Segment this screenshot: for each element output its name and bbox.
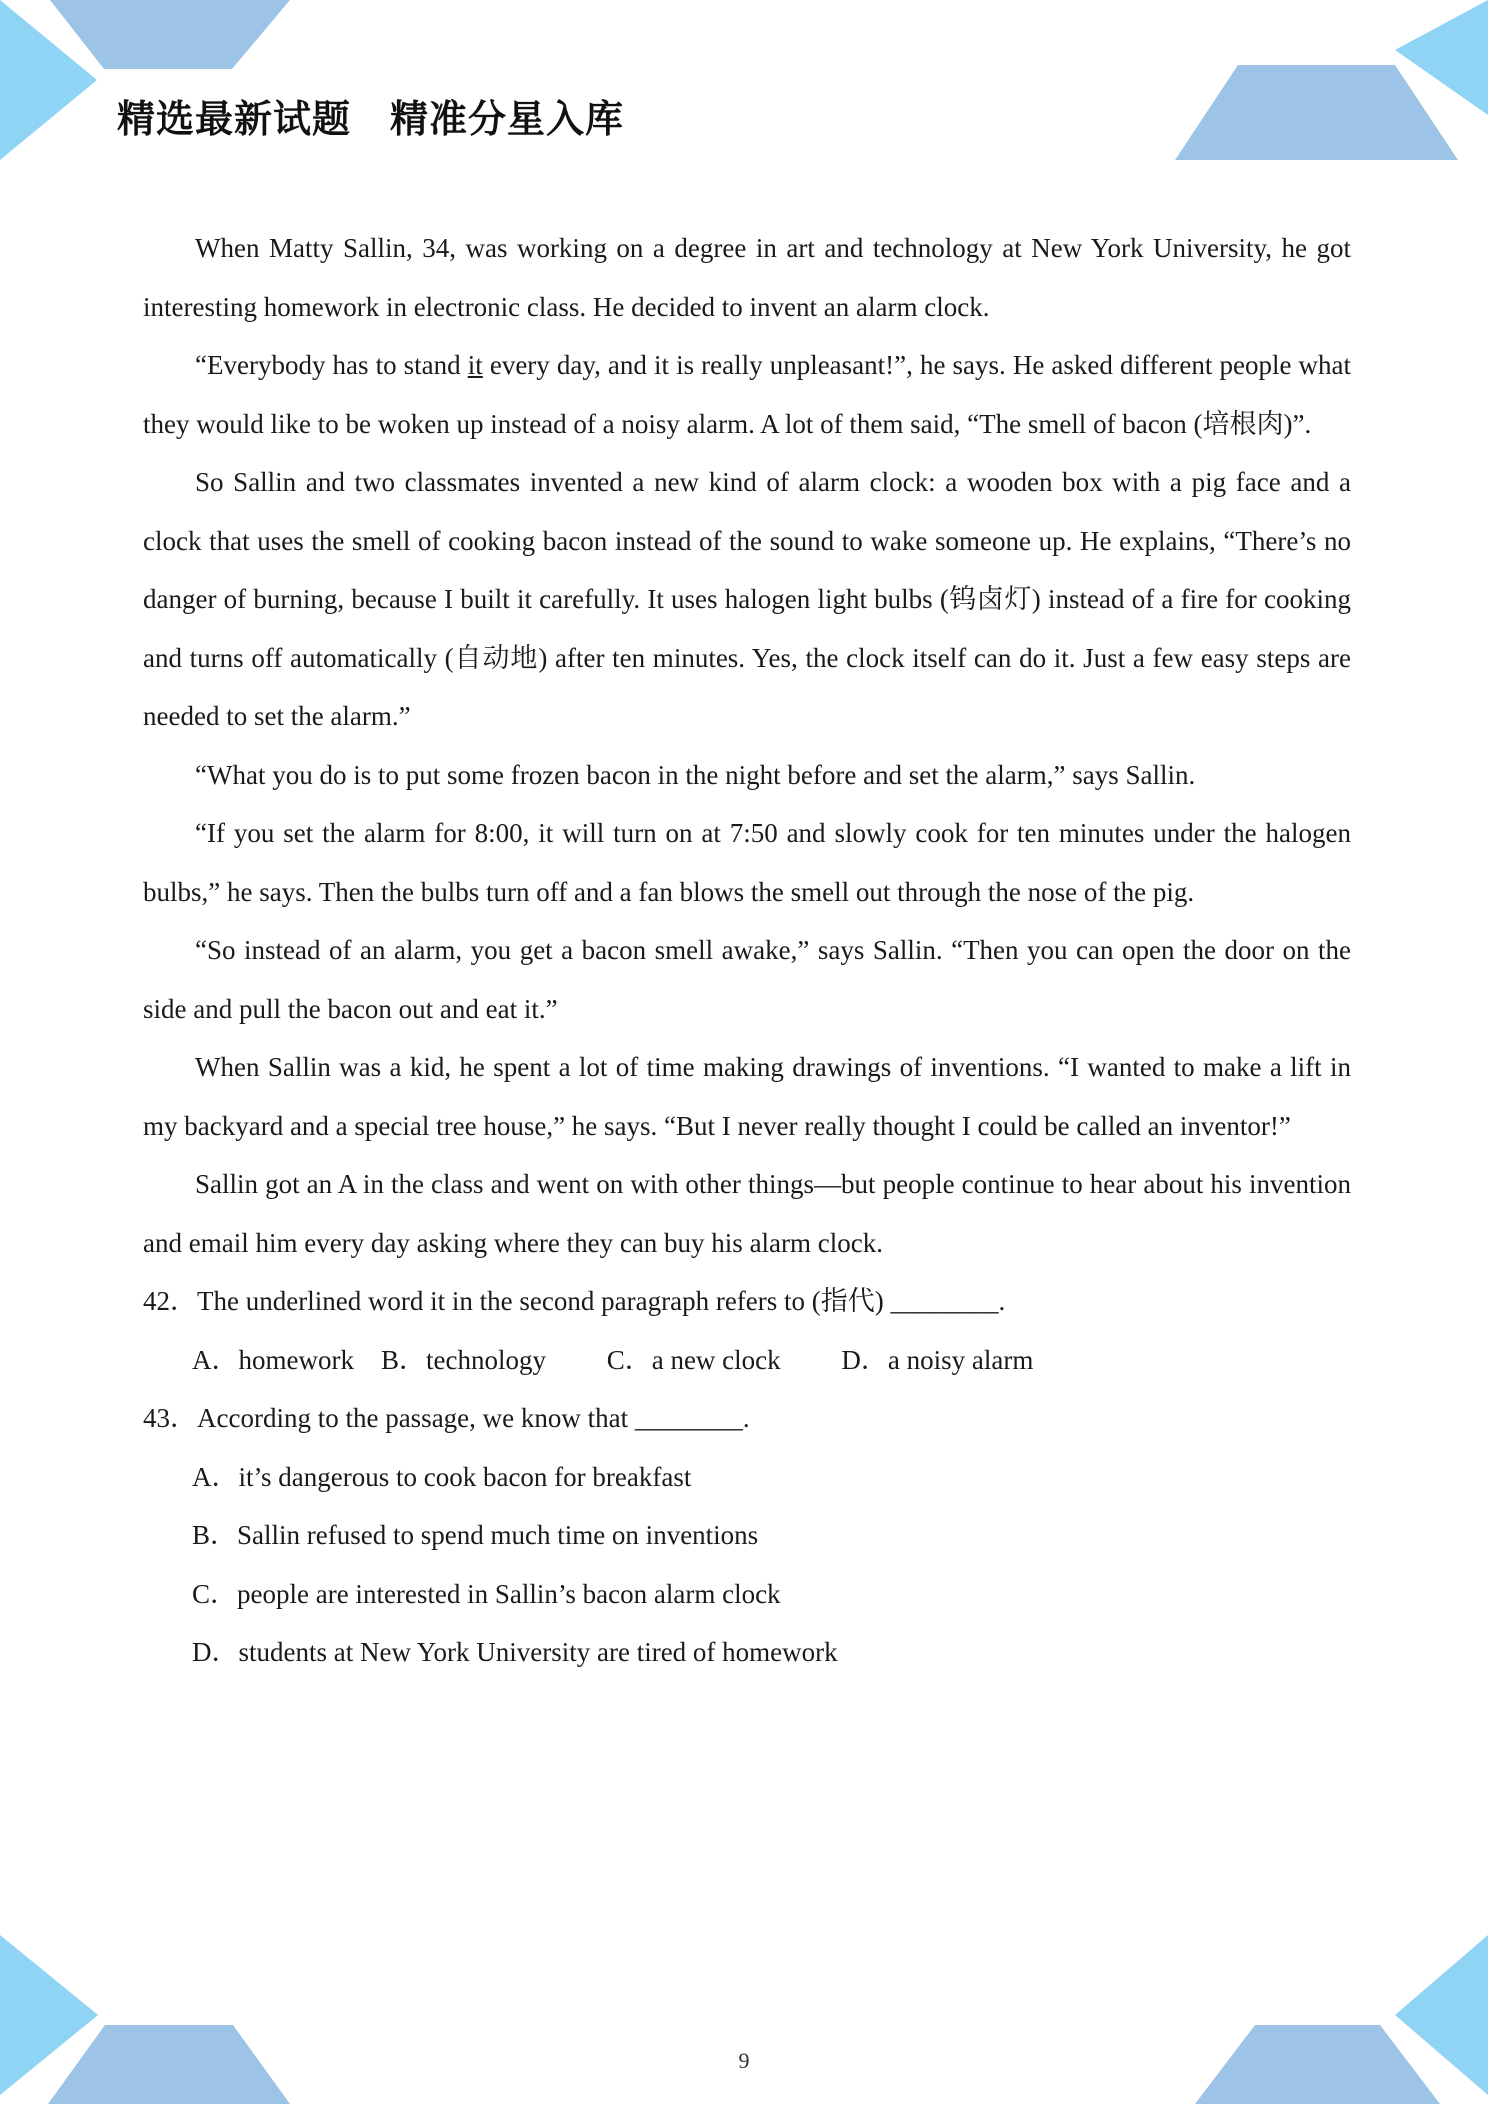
passage-paragraph-1: When Matty Sallin, 34, was working on a degree in art and technology at New York University, he got interesting homework in electronic class. He decided to invent an alarm clock.: [143, 233, 1351, 322]
passage-paragraph-5: “If you set the alarm for 8:00, it will turn on at 7:50 and slowly cook for ten minutes under the halogen bulbs,” he says. Then the bulbs turn off and a fan blows the smell out through the nose of the pig.: [143, 818, 1351, 907]
question-43-stem: 43．According to the passage, we know that ________.: [143, 1403, 750, 1433]
question-42-stem: 42．The underlined word it in the second paragraph refers to (指代) ________.: [143, 1286, 1006, 1316]
question-43-option-b: B．Sallin refused to spend much time on inventions: [192, 1520, 759, 1550]
question-43-option-d: D．students at New York University are tired of homework: [192, 1637, 838, 1667]
passage-paragraph-3: So Sallin and two classmates invented a new kind of alarm clock: a wooden box with a pig face and a clock that uses the smell of cooking bacon instead of the sound to wake someone up. He explains, “There’s no danger of burning, because I built it carefully. It uses halogen light bulbs (钨卤灯) instead of a fire for cooking and turns off automatically (自动地) after ten minutes. Yes, the clock itself can do it. Just a few easy steps are needed to set the alarm.”: [143, 467, 1351, 731]
p2-text-after: every day, and it is really unpleasant!”, he says. He asked different people what they would like to be woken up instead of a noisy alarm. A lot of them said, “The smell of bacon (培根肉)”.: [143, 350, 1352, 439]
corner-shape-top-right-trap: [1175, 65, 1458, 160]
passage-paragraph-8: Sallin got an A in the class and went on with other things—but people continue to hear about his invention and email him every day asking where they can buy his alarm clock.: [143, 1169, 1351, 1258]
page-number: 9: [738, 2048, 750, 2073]
question-43-option-a: A．it’s dangerous to cook bacon for breakfast: [192, 1461, 692, 1492]
document-body: [143, 219, 1351, 1682]
passage-paragraph-4: “What you do is to put some frozen bacon in the night before and set the alarm,” says Sallin.: [195, 759, 1196, 790]
question-43-option-c: C．people are interested in Sallin’s bacon alarm clock: [192, 1578, 781, 1609]
passage-paragraph-7: When Sallin was a kid, he spent a lot of time making drawings of inventions. “I wanted to make a lift in my backyard and a special tree house,” he says. “But I never really thought I could be called an inventor!”: [143, 1052, 1351, 1141]
underlined-word: it: [467, 350, 483, 380]
p2-text-before: “Everybody has to stand: [195, 350, 468, 380]
passage-paragraph-6: “So instead of an alarm, you get a bacon smell awake,” says Sallin. “Then you can open the door on the side and pull the bacon out and eat it.”: [143, 935, 1351, 1024]
header-title: 精选最新试题 精准分星入库: [117, 97, 625, 141]
question-42-options: A．homework B．technology C．a new clock D．a noisy alarm: [192, 1344, 1034, 1375]
corner-shape-top-left-trap: [50, 0, 290, 69]
passage-paragraph-2: [143, 336, 1351, 453]
